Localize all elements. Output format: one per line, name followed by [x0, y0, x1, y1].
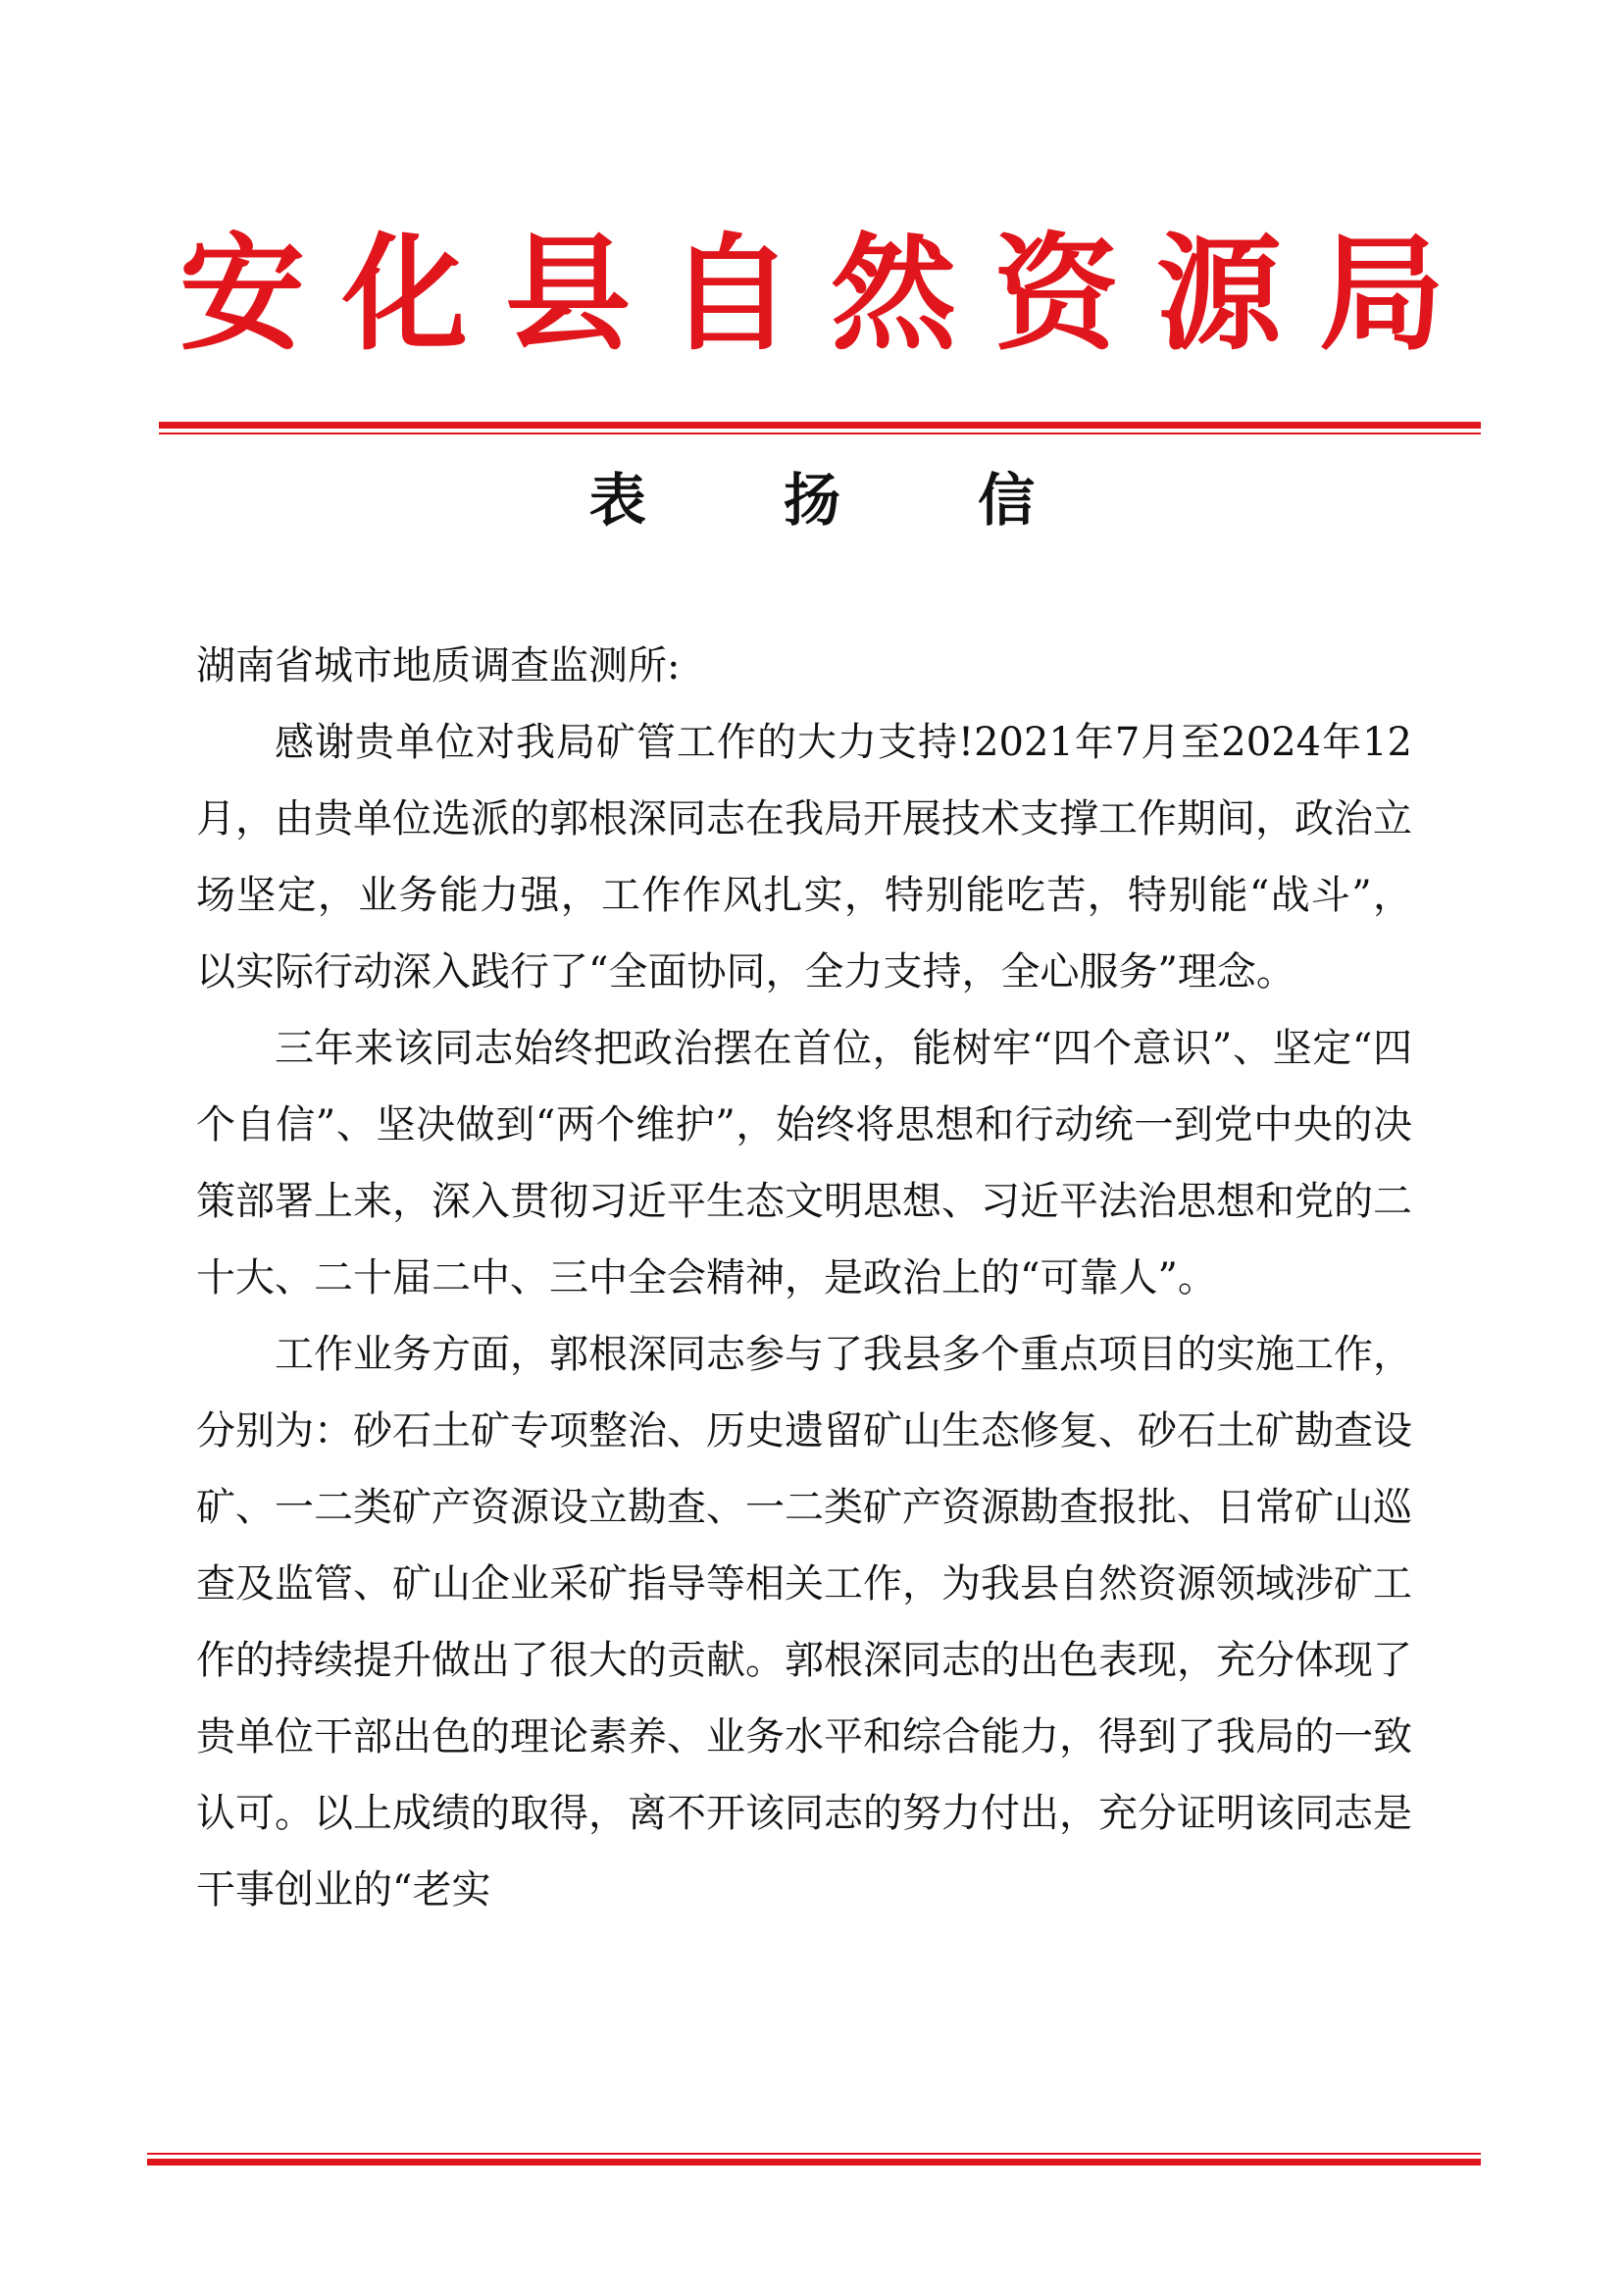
salutation: 湖南省城市地质调查监测所: — [196, 643, 681, 688]
footer-thin-line — [147, 2153, 1481, 2155]
letterhead — [0, 196, 1624, 392]
letterhead-org-name: 安化县自然资源局 — [178, 221, 1482, 368]
divider-thin-line — [159, 433, 1481, 434]
footer-thick-line — [147, 2159, 1481, 2166]
letterhead-divider — [159, 422, 1481, 434]
paragraph-3: 工作业务方面，郭根深同志参与了我县多个重点项目的实施工作，分别为：砂石土矿专项整治、历史遗留矿山生态修复、砂石土矿勘查设矿、一二类矿产资源设立勘查、一二类矿产资源勘查报批、日常矿山巡查及监管、矿山企业采矿指导等相关工作，为我县自然资源领域涉矿工作的持续提升做出了很大的贡献。郭根深同志的出色表现，充分体现了贵单位干部出色的理论素养、业务水平和综合能力，得到了我局的一致认可。以上成绩的取得，离不开该同志的努力付出，充分证明该同志是干事创业的“老实 — [196, 1332, 1412, 1912]
letter-body — [196, 628, 1412, 1928]
paragraph-2: 三年来该同志始终把政治摆在首位，能树牢“四个意识”、坚定“四个自信”、坚决做到“两个维护”，始终将思想和行动统一到党中央的决策部署上来，深入贯彻习近平生态文明思想、习近平法治思想和党的二十大、二十届二中、三中全会精神，是政治上的“可靠人”。 — [196, 1026, 1412, 1300]
footer-divider — [147, 2153, 1481, 2166]
document-title: 表 扬 信 — [588, 467, 1094, 534]
divider-thick-line — [159, 422, 1481, 429]
paragraph-1: 感谢贵单位对我局矿管工作的大力支持!2021年7月至2024年12月，由贵单位选派的郭根深同志在我局开展技术支撑工作期间，政治立场坚定，业务能力强，工作作风扎实，特别能吃苦，特别能“战斗”，以实际行动深入践行了“全面协同，全力支持，全心服务”理念。 — [196, 720, 1412, 994]
